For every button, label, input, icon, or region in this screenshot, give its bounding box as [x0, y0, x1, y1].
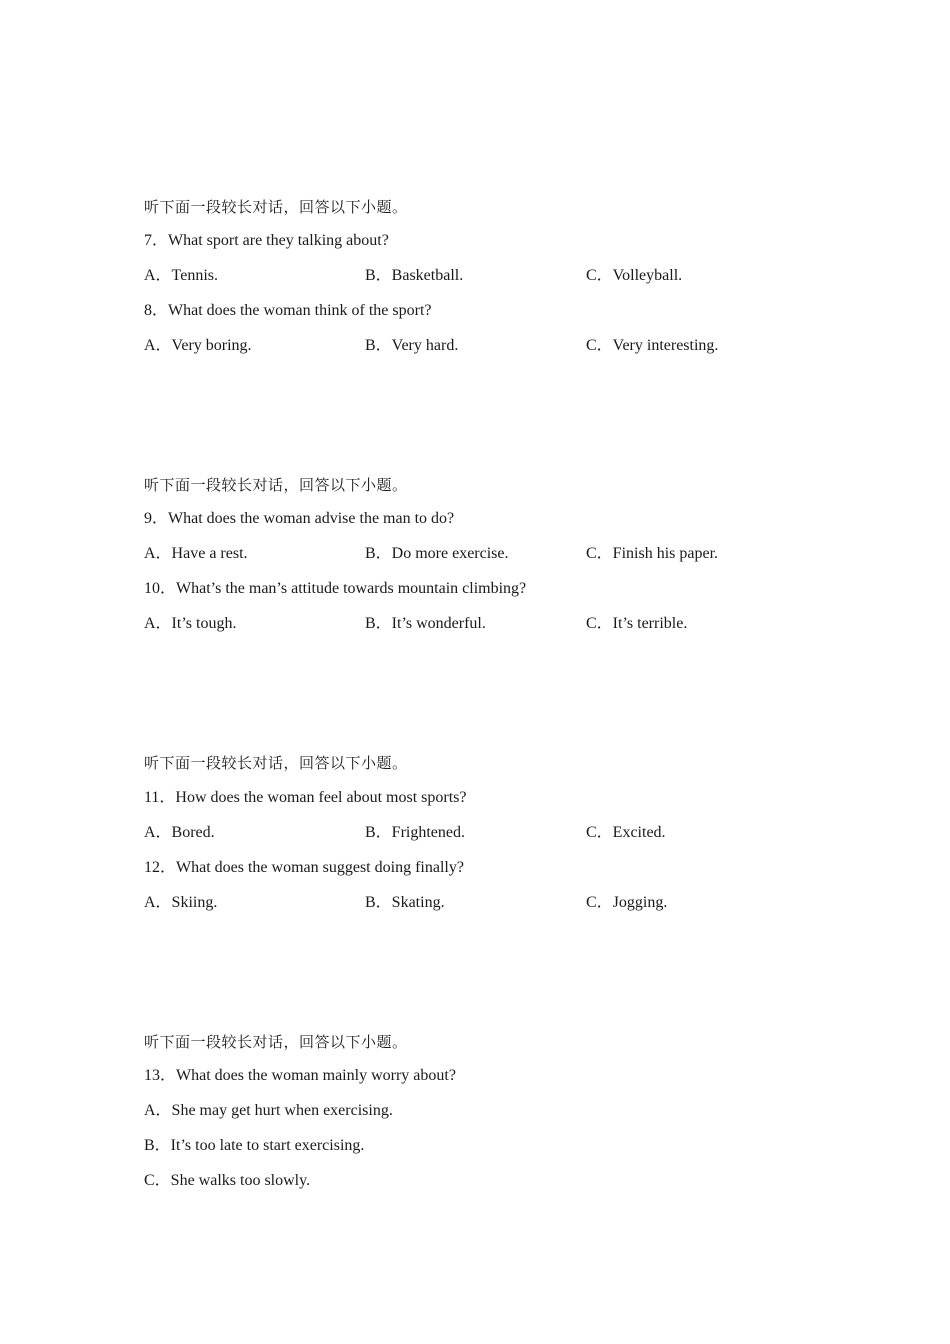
question-12-option-c: C．Jogging. [586, 894, 668, 911]
question-7-option-a: A．Tennis. [144, 267, 218, 284]
question-13-stem: 13．What does the woman mainly worry about? [144, 1067, 456, 1084]
question-11-stem: 11．How does the woman feel about most sports? [144, 789, 467, 806]
section-1-instruction: 听下面一段较长对话，回答以下小题。 [144, 198, 408, 216]
question-9-option-b: B．Do more exercise. [365, 545, 509, 562]
question-12-stem: 12．What does the woman suggest doing finally? [144, 859, 464, 876]
question-9-stem: 9．What does the woman advise the man to do? [144, 510, 455, 527]
question-10-option-c: C．It’s terrible. [586, 615, 688, 632]
question-13-option-a: A．She may get hurt when exercising. [144, 1102, 393, 1119]
question-12-option-a: A．Skiing. [144, 894, 218, 911]
question-10-option-a: A．It’s tough. [144, 615, 237, 632]
question-8-option-b: B．Very hard. [365, 337, 459, 354]
question-13-option-b: B．It’s too late to start exercising. [144, 1137, 365, 1154]
question-7-option-c: C．Volleyball. [586, 267, 683, 284]
question-9-option-c: C．Finish his paper. [586, 545, 719, 562]
question-8-option-c: C．Very interesting. [586, 337, 719, 354]
section-2-instruction: 听下面一段较长对话，回答以下小题。 [144, 476, 408, 494]
question-10-stem: 10．What’s the man’s attitude towards mountain climbing? [144, 580, 527, 597]
section-4-instruction: 听下面一段较长对话，回答以下小题。 [144, 1033, 408, 1051]
question-9-option-a: A．Have a rest. [144, 545, 248, 562]
question-7-stem: 7．What sport are they talking about? [144, 232, 389, 249]
question-11-option-a: A．Bored. [144, 824, 215, 841]
question-12-option-b: B．Skating. [365, 894, 445, 911]
question-7-option-b: B．Basketball. [365, 267, 464, 284]
question-11-option-b: B．Frightened. [365, 824, 465, 841]
section-3-instruction: 听下面一段较长对话，回答以下小题。 [144, 754, 408, 772]
question-10-option-b: B．It’s wonderful. [365, 615, 486, 632]
question-13-option-c: C．She walks too slowly. [144, 1172, 311, 1189]
question-8-stem: 8．What does the woman think of the sport? [144, 302, 432, 319]
question-11-option-c: C．Excited. [586, 824, 666, 841]
question-8-option-a: A．Very boring. [144, 337, 252, 354]
